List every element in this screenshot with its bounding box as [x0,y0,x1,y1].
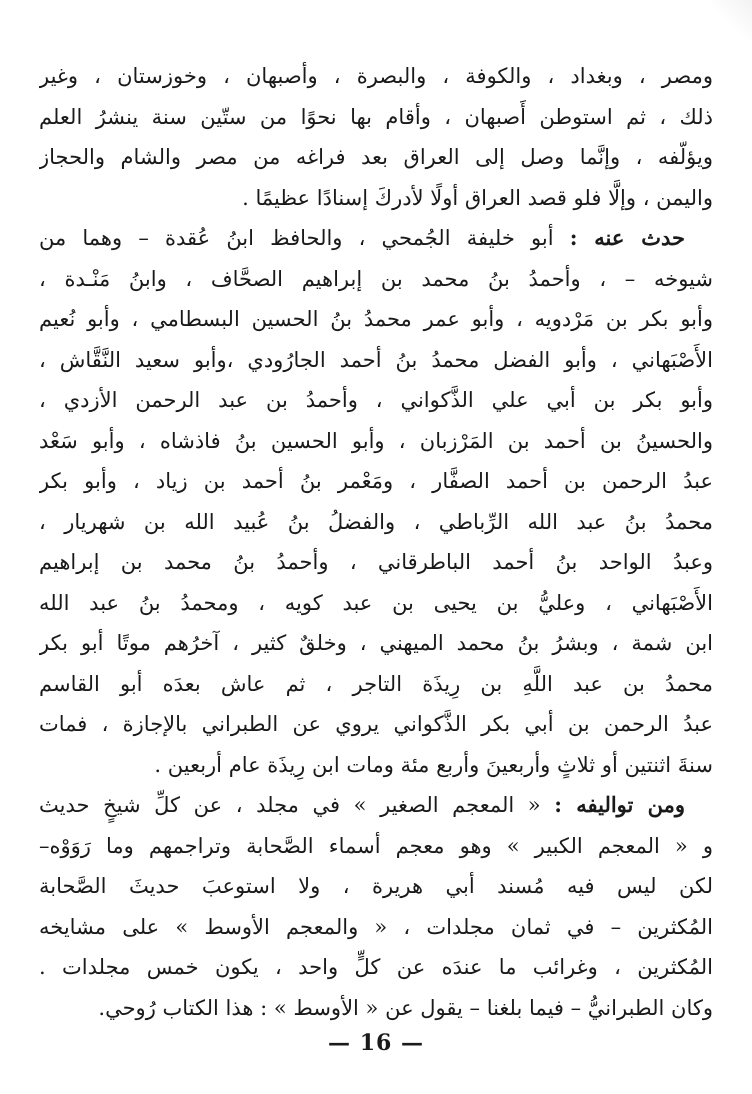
text-line: لكن ليس فيه مُسند أبي هريرة ، ولا استوعبَ حديثَ الصَّحابة [39,874,713,898]
text-line: الأَصْبَهاني ، وعليُّ بن يحيى بن عبد كويه ، ومحمدُ بنُ عبد الله [39,590,713,615]
section-lead-students: حدث عنه : [569,225,685,250]
text-line: محمدُ بنُ عبد الله الرِّباطي ، والفضلُ بنُ عُبيد الله بن شهريار ، [39,509,713,534]
page-corner-shading [712,0,752,40]
text-line: شيوخه – ، وأحمدُ بنُ محمد بن إبراهيم الصحَّاف ، وابنُ مَنْـدة ، [39,266,713,291]
text-line: عبدُ الرحمن بن أحمد الصفَّار ، ومَعْمر بنُ أحمد بن زياد ، وأبو بكر [39,469,713,493]
page-body-text [39,56,713,1028]
text-line: الأَصْبَهاني ، وأبو الفضل محمدُ بنُ أحمد الجارُودي ،وأبو سعيد النَّقَّاش ، [39,347,713,372]
section-heading-line [39,785,713,826]
text-line: ابن شمة ، وبشرُ بنُ محمد الميهني ، وخلقٌ كثير ، آخرُهم موتًا أبو بكر [39,631,713,655]
text-line-rest: أبو خليفة الجُمحي ، والحافظ ابنُ عُقدة – وهما من [39,226,554,250]
text-line: وكان الطبرانيُّ – فيما بلغنا – يقول عن « الأوسط » : هذا الكتاب رُوحي. [98,995,713,1020]
text-line: و « المعجم الكبير » وهو معجم أسماء الصَّحابة وتراجمهم وما رَوَوْه– [39,833,713,858]
text-line: المُكثرين ، وغرائب ما عندَه عن كلٍّ واحد ، يكون خمس مجلدات . [39,955,713,979]
section-lead-works: ومن تواليفه : [554,792,685,817]
text-line: واليمن ، وإلَّا فلو قصد العراق أولًا لأدركَ إسنادًا عظيمًا . [242,185,713,210]
text-line: محمدُ بن عبد اللَّهِ بن رِيذَة التاجر ، ثم عاش بعدَه أبو القاسم [39,671,713,696]
text-line: المُكثرين – في ثمان مجلدات ، « والمعجم الأوسط » على مشايخه [39,914,713,939]
page-number: — 16 — [328,1030,424,1056]
text-line: عبدُ الرحمن بن أبي بكر الذَّكواني يروي عن الطبراني بالإجازة ، فمات [39,712,713,736]
text-line: وعبدُ الواحد بنُ أحمد الباطرقاني ، وأحمدُ بنُ محمد بن إبراهيم [39,550,713,574]
text-line: ذلك ، ثم استوطن أَصبهان ، وأقام بها نحوًا من ستّين سنة ينشرُ العلم [39,104,713,129]
text-line-rest: « المعجم الصغير » في مجلد ، عن كلِّ شيخٍ حديث [39,793,541,817]
text-line: سنةَ اثنتين أو ثلاثٍ وأربعينَ وأربع مئة ومات ابن رِيذَة عام أربعين . [154,752,713,777]
text-line: والحسينُ بن أحمد بن المَرْزبان ، وأبو الحسين بنُ فاذشاه ، وأبو سَعْد [39,428,713,453]
text-line: وأبو بكر بن مَرْدويه ، وأبو عمر محمدُ بنُ الحسين البسطامي ، وأبو نُعيم [39,307,713,331]
section-heading-line [39,218,713,259]
text-line: ومصر ، وبغداد ، والكوفة ، والبصرة ، وأصبهان ، وخوزستان ، وغير [39,64,713,88]
text-line: ويؤلّفه ، وإنَّما وصل إلى العراق بعد فراغه من مصر والشام والحجاز [39,145,713,169]
text-line: وأبو بكر بن أبي علي الذَّكواني ، وأحمدُ بن عبد الرحمن الأزدي ، [39,388,713,412]
